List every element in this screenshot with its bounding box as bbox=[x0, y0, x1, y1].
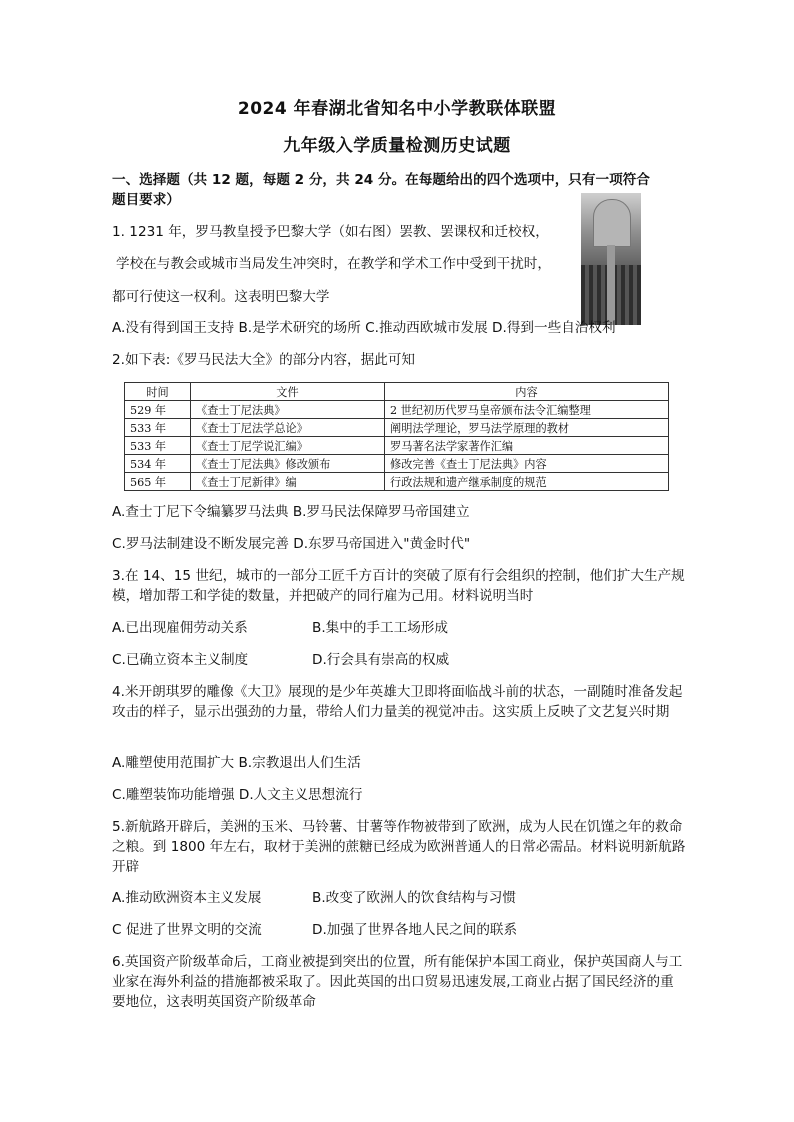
q5-option-a: A.推动欧洲资本主义发展 bbox=[112, 890, 262, 906]
q3-options-row1 bbox=[112, 618, 687, 638]
table-row bbox=[125, 401, 669, 419]
q3-options-row2 bbox=[112, 650, 687, 670]
q1-stem-line1: 1. 1231 年，罗马教皇授予巴黎大学（如右图）罢教、罢课权和迁校权， bbox=[112, 224, 549, 240]
table-cell: 533 年 bbox=[125, 437, 191, 455]
table-row bbox=[125, 419, 669, 437]
table-header-time: 时间 bbox=[125, 383, 191, 401]
q4-stem: 4.米开朗琪罗的雕像《大卫》展现的是少年英雄大卫即将面临战斗前的状态，一副随时准备发起攻击的样子，显示出强劲的力量，带给人们力量美的视觉冲击。这实质上反映了文艺复兴时期 bbox=[112, 684, 683, 720]
table-cell: 565 年 bbox=[125, 473, 191, 491]
table-header-document: 文件 bbox=[191, 383, 385, 401]
table-cell: 行政法规和遗产继承制度的规范 bbox=[385, 473, 669, 491]
table-cell: 2 世纪初历代罗马皇帝颁布法令汇编整理 bbox=[385, 401, 669, 419]
q5-options-row2 bbox=[112, 920, 687, 940]
q3-option-d: D.行会具有崇高的权威 bbox=[312, 652, 450, 668]
q5-option-d: D.加强了世界各地人民之间的联系 bbox=[312, 922, 518, 938]
q1-options: A.没有得到国王支持 B.是学术研究的场所 C.推动西欧城市发展 D.得到一些自治权利 bbox=[112, 320, 616, 336]
table-cell: 《查士丁尼法典》 bbox=[191, 401, 385, 419]
table-cell: 罗马著名法学家著作汇编 bbox=[385, 437, 669, 455]
table-cell: 《查士丁尼学说汇编》 bbox=[191, 437, 385, 455]
q5-option-c: C 促进了世界文明的交流 bbox=[112, 922, 262, 938]
q3-option-b: B.集中的手工工场形成 bbox=[312, 620, 448, 636]
table-header-row bbox=[125, 383, 669, 401]
table-cell: 534 年 bbox=[125, 455, 191, 473]
table-cell: 533 年 bbox=[125, 419, 191, 437]
paris-university-image bbox=[581, 193, 641, 325]
q1-stem-line2: 学校在与教会或城市当局发生冲突时，在教学和学术工作中受到干扰时， bbox=[116, 256, 551, 272]
exam-title-line2: 九年级入学质量检测历史试题 bbox=[283, 136, 511, 156]
table-header-content: 内容 bbox=[385, 383, 669, 401]
q3-option-a: A.已出现雇佣劳动关系 bbox=[112, 620, 248, 636]
table-row bbox=[125, 455, 669, 473]
q2-options-line2: C.罗马法制建设不断发展完善 D.东罗马帝国进入"黄金时代" bbox=[112, 536, 471, 552]
q2-options-line1: A.查士丁尼下令编纂罗马法典 B.罗马民法保障罗马帝国建立 bbox=[112, 504, 470, 520]
table-cell: 《查士丁尼法学总论》 bbox=[191, 419, 385, 437]
q4-options-line2: C.雕塑装饰功能增强 D.人文主义思想流行 bbox=[112, 787, 363, 803]
exam-title-line1: 2024 年春湖北省知名中小学教联体联盟 bbox=[237, 99, 557, 119]
table-cell: 529 年 bbox=[125, 401, 191, 419]
q6-stem: 6.英国资产阶级革命后，工商业被提到突出的位置，所有能保护本国工商业，保护英国商人与工业家在海外利益的措施都被采取了。因此英国的出口贸易迅速发展,工商业占据了国民经济的重要地位，这表明英国资产阶级革命 bbox=[112, 954, 683, 1010]
image-aisle bbox=[607, 245, 615, 325]
q3-stem: 3.在 14、15 世纪，城市的一部分工匠千方百计的突破了原有行会组织的控制，他们扩大生产规模，增加帮工和学徒的数量，并把破产的同行雇为己用。材料说明当时 bbox=[112, 568, 685, 604]
section-heading-cont: 题目要求） bbox=[112, 192, 180, 208]
q5-option-b: B.改变了欧洲人的饮食结构与习惯 bbox=[312, 890, 516, 906]
table-cell: 《查士丁尼法典》修改颁布 bbox=[191, 455, 385, 473]
image-arch bbox=[593, 199, 631, 247]
q2-stem: 2.如下表:《罗马民法大全》的部分内容，据此可知 bbox=[112, 352, 416, 368]
table-cell: 修改完善《查士丁尼法典》内容 bbox=[385, 455, 669, 473]
q3-option-c: C.已确立资本主义制度 bbox=[112, 652, 249, 668]
table-row bbox=[125, 473, 669, 491]
table-cell: 《查士丁尼新律》编 bbox=[191, 473, 385, 491]
q5-options-row1 bbox=[112, 888, 687, 908]
table-row bbox=[125, 437, 669, 455]
roman-law-table bbox=[124, 382, 669, 491]
q5-stem: 5.新航路开辟后，美洲的玉米、马铃薯、甘薯等作物被带到了欧洲，成为人民在饥馑之年的救命之粮。到 1800 年左右，取材于美洲的蔗糖已经成为欧洲普通人的日常必需品。材料说明新航路开辟 bbox=[112, 819, 686, 875]
table-cell: 阐明法学理论，罗马法学原理的教材 bbox=[385, 419, 669, 437]
q4-options-line1: A.雕塑使用范围扩大 B.宗教退出人们生活 bbox=[112, 755, 361, 771]
section-heading: 一、选择题（共 12 题，每题 2 分，共 24 分。在每题给出的四个选项中，只有一项符合 bbox=[112, 172, 650, 188]
q1-stem-line3: 都可行使这一权利。这表明巴黎大学 bbox=[112, 289, 330, 305]
